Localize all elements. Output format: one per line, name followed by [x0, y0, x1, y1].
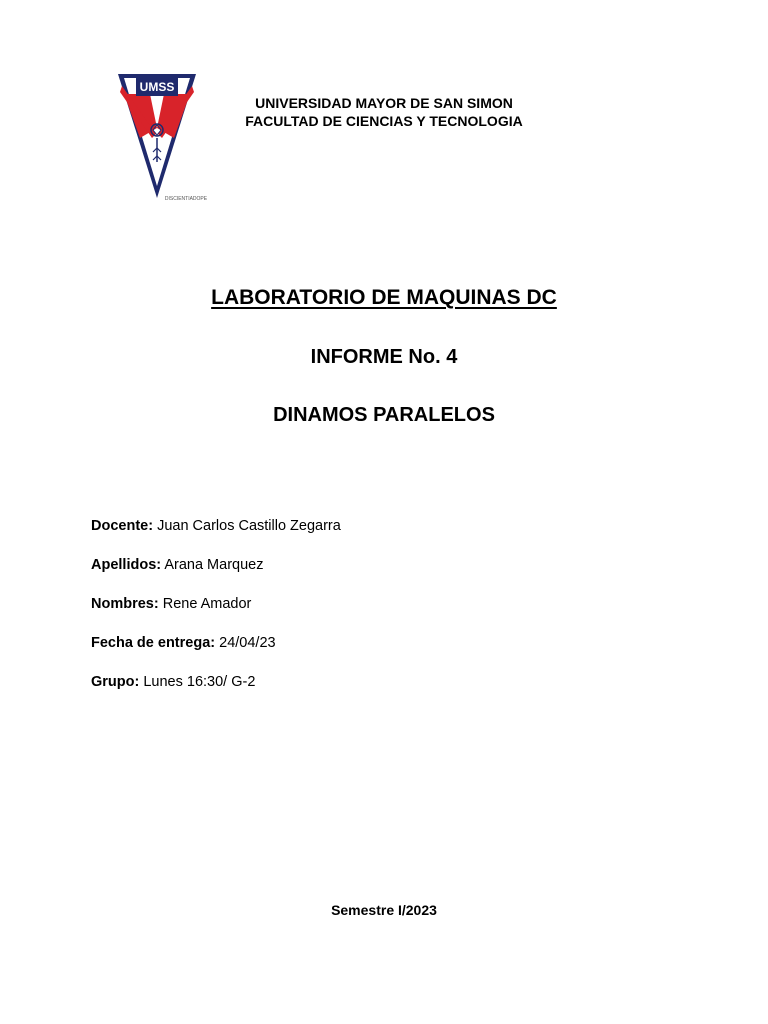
umss-shield-icon	[116, 72, 214, 204]
field-value: Lunes 16:30/ G-2	[143, 674, 256, 690]
field-nombres	[91, 594, 341, 614]
field-value: Arana Marquez	[164, 557, 264, 573]
lab-title	[0, 286, 768, 310]
field-docente	[91, 516, 341, 536]
lab-title-text: LABORATORIO DE MAQUINAS DC	[211, 286, 557, 309]
logo-tagline: DISCIENTIADOPE	[164, 196, 208, 202]
faculty-name: FACULTAD DE CIENCIAS Y TECNOLOGIA	[245, 113, 523, 129]
umss-logo	[116, 72, 214, 204]
field-label: Docente:	[91, 518, 154, 534]
semester-footer: Semestre I/2023	[331, 902, 437, 918]
field-label: Fecha de entrega:	[91, 635, 216, 651]
field-label: Apellidos:	[91, 557, 162, 573]
university-name: UNIVERSIDAD MAYOR DE SAN SIMON	[255, 95, 513, 111]
field-label: Grupo:	[91, 674, 140, 690]
report-topic: DINAMOS PARALELOS	[273, 404, 495, 426]
field-label: Nombres:	[91, 596, 159, 612]
report-fields	[91, 516, 341, 711]
field-apellidos	[91, 555, 341, 575]
report-number: INFORME No. 4	[310, 346, 458, 368]
logo-text: UMSS	[139, 80, 175, 94]
university-header	[200, 94, 568, 130]
field-value: Rene Amador	[162, 596, 252, 612]
field-grupo	[91, 672, 341, 692]
field-value: 24/04/23	[219, 635, 276, 651]
field-fecha	[91, 633, 341, 653]
field-value: Juan Carlos Castillo Zegarra	[157, 518, 341, 534]
